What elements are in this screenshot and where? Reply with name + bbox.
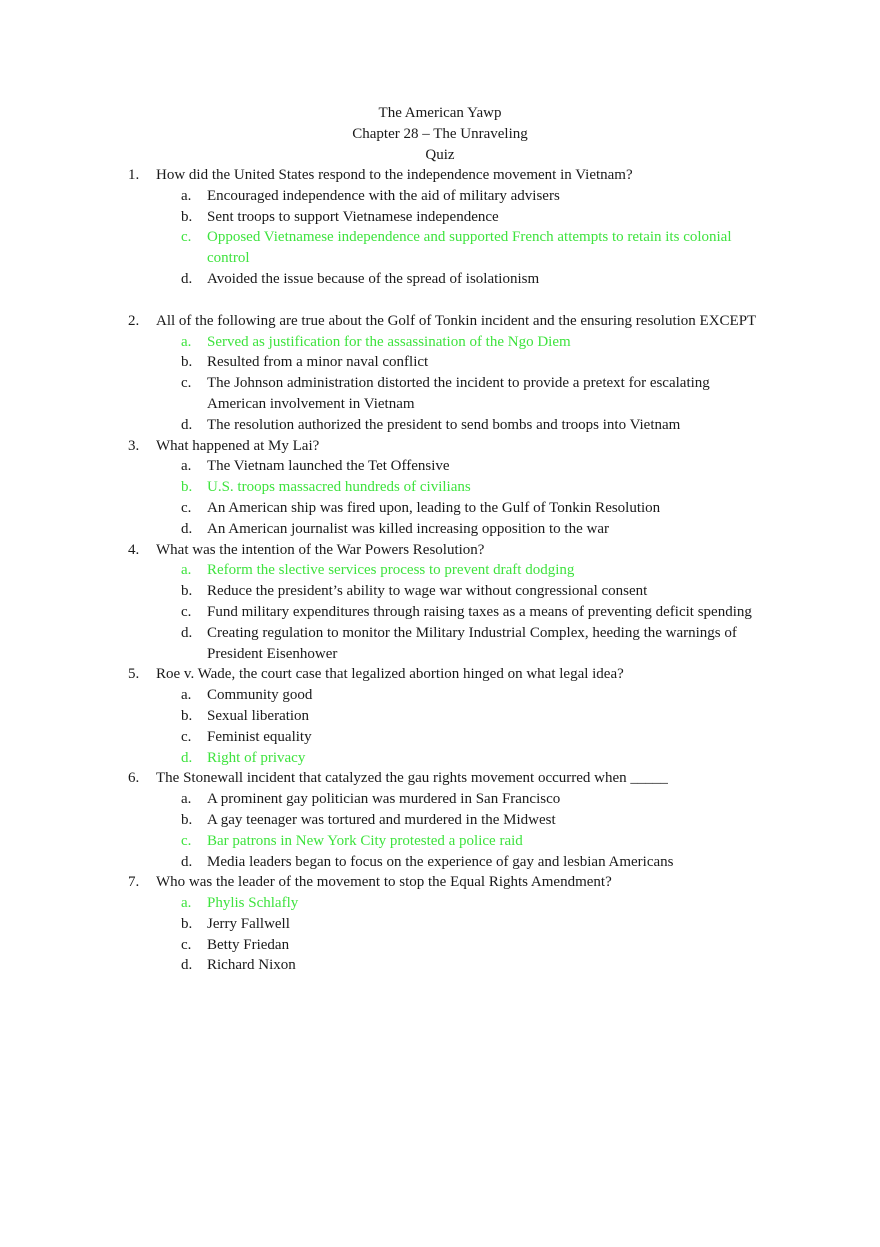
option-letter: a. [181,791,192,808]
option-text: Served as justification for the assassination of the Ngo Diem [207,333,571,350]
answer-option [0,706,880,727]
answer-option [0,456,880,477]
question-stem: How did the United States respond to the independence movement in Vietnam? [156,167,633,183]
option-letter: b. [181,208,193,225]
answer-option [0,852,880,873]
option-text: Creating regulation to monitor the Military Industrial Complex, heeding the warnings of President Eisenhower [207,624,737,662]
question-text [0,768,880,789]
question-stem: Roe v. Wade, the court case that legalized abortion hinged on what legal idea? [156,666,624,683]
answer-option [0,727,880,748]
question-item [0,165,880,311]
question-item [0,664,880,768]
question-text [0,436,880,457]
quiz-label: Quiz [425,147,455,163]
option-text: Reform the slective services process to prevent draft dodging [207,562,575,579]
option-letter: b. [181,707,193,724]
option-letter: a. [181,187,192,204]
question-item [0,768,880,872]
option-letter: d. [181,853,193,870]
question-item [0,311,880,436]
question-number: 7. [128,874,140,891]
option-letter: c. [181,936,192,953]
chapter-title: Chapter 28 – The Unraveling [352,126,528,142]
option-letter: c. [181,499,192,516]
option-letter: d. [181,749,193,766]
question-item [0,872,880,976]
answer-option [0,935,880,956]
option-letter: c. [181,375,192,392]
option-text: Opposed Vietnamese independence and supported French attempts to retain its colonial control [207,229,732,267]
option-letter: a. [181,895,192,912]
answer-option-correct [0,560,880,581]
option-letter: b. [181,915,193,932]
answer-option [0,685,880,706]
question-text [0,540,880,561]
option-letter: c. [181,728,192,745]
answer-option [0,415,880,436]
option-text: Richard Nixon [207,957,296,974]
option-letter: a. [181,458,192,475]
answer-option [0,519,880,540]
question-stem: All of the following are true about the Golf of Tonkin incident and the ensuring resolution EXCEPT [156,312,757,329]
option-text: A prominent gay politician was murdered in San Francisco [207,791,561,808]
answer-options [0,893,880,976]
option-letter: a. [181,562,192,579]
document-title: The American Yawp [378,105,502,121]
question-number: 5. [128,666,140,683]
answer-option [0,207,880,228]
option-text: Community good [207,687,313,704]
question-stem: Who was the leader of the movement to stop the Equal Rights Amendment? [156,874,612,891]
question-item [0,540,880,665]
option-letter: b. [181,811,193,828]
option-letter: c. [181,229,192,246]
answer-options [0,332,880,436]
answer-option [0,498,880,519]
answer-options [0,789,880,872]
option-text: Sent troops to support Vietnamese independence [207,208,499,225]
option-text: Reduce the president’s ability to wage war without congressional consent [207,583,648,600]
option-letter: c. [181,603,192,620]
spacer [0,290,880,311]
question-text [0,664,880,685]
answer-option-correct [0,748,880,769]
option-text: A gay teenager was tortured and murdered in the Midwest [207,811,556,828]
option-text: Sexual liberation [207,707,310,724]
option-text: The Vietnam launched the Tet Offensive [207,458,450,475]
option-text: Phylis Schlafly [207,895,299,912]
answer-option [0,373,880,415]
option-text: The resolution authorized the president to send bombs and troops into Vietnam [207,416,681,433]
question-number: 3. [128,437,140,454]
question-text [0,165,880,186]
answer-option [0,269,880,290]
question-item [0,436,880,540]
answer-option-correct [0,227,880,269]
question-text [0,872,880,893]
document-header [0,103,880,166]
question-stem: What was the intention of the War Powers Resolution? [156,541,485,558]
option-text: Avoided the issue because of the spread of isolationism [207,270,540,287]
answer-options [0,560,880,664]
answer-options [0,186,880,290]
option-text: An American journalist was killed increasing opposition to the war [207,520,609,537]
option-letter: b. [181,583,193,600]
question-number: 1. [128,167,140,183]
answer-option-correct [0,332,880,353]
option-letter: d. [181,624,193,641]
option-text: Fund military expenditures through raising taxes as a means of preventing deficit spending [207,603,752,620]
answer-option [0,623,880,665]
quiz-list [0,165,880,976]
answer-option [0,789,880,810]
answer-options [0,456,880,539]
option-letter: b. [181,479,193,496]
answer-option [0,914,880,935]
question-number: 4. [128,541,140,558]
answer-option [0,581,880,602]
answer-option [0,602,880,623]
option-text: Media leaders began to focus on the experience of gay and lesbian Americans [207,853,674,870]
option-letter: b. [181,354,193,371]
question-number: 2. [128,312,140,329]
answer-option [0,352,880,373]
answer-option [0,186,880,207]
answer-options [0,685,880,768]
option-text: Encouraged independence with the aid of military advisers [207,187,560,204]
question-number: 6. [128,770,140,787]
option-text: The Johnson administration distorted the incident to provide a pretext for escalating American involvement in Vietnam [207,375,710,412]
option-text: Resulted from a minor naval conflict [207,354,429,371]
option-letter: a. [181,687,192,704]
option-letter: d. [181,957,193,974]
option-letter: d. [181,520,193,537]
option-text: U.S. troops massacred hundreds of civilians [207,479,471,496]
option-letter: c. [181,832,192,849]
option-text: Jerry Fallwell [207,915,290,932]
answer-option [0,810,880,831]
answer-option [0,955,880,976]
option-text: Feminist equality [207,728,312,745]
option-text: Right of privacy [207,749,306,766]
option-letter: d. [181,270,193,287]
answer-option-correct [0,893,880,914]
option-letter: d. [181,416,193,433]
question-stem: The Stonewall incident that catalyzed the gau rights movement occurred when _____ [156,770,668,787]
option-text: Bar patrons in New York City protested a police raid [207,832,523,849]
question-stem: What happened at My Lai? [156,437,320,454]
answer-option-correct [0,477,880,498]
option-letter: a. [181,333,192,350]
option-text: An American ship was fired upon, leading to the Gulf of Tonkin Resolution [207,499,661,516]
option-text: Betty Friedan [207,936,290,953]
answer-option-correct [0,831,880,852]
question-text [0,311,880,332]
